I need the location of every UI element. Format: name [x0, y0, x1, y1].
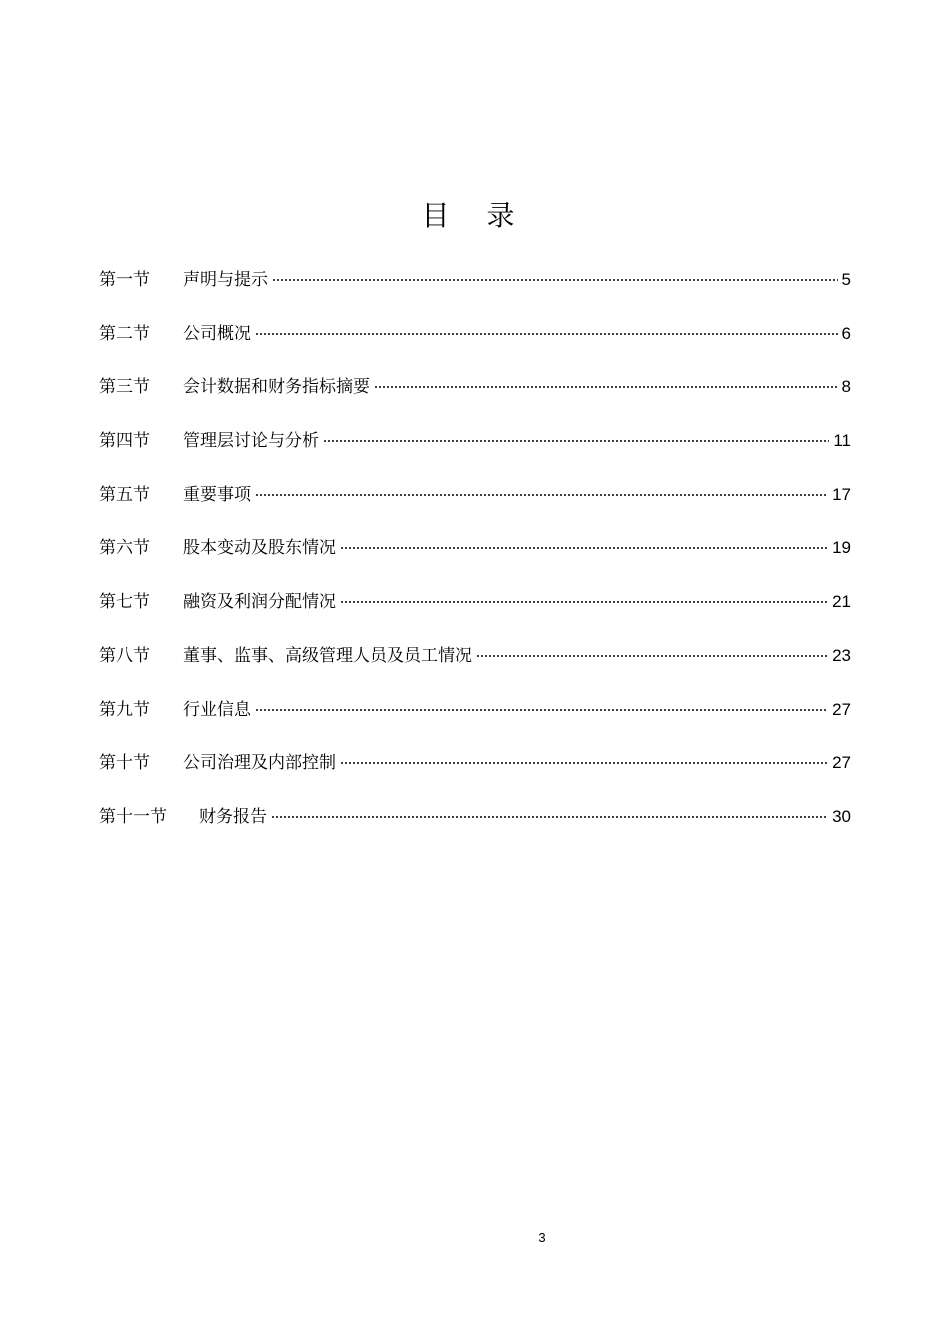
toc-section-title: 行业信息	[183, 699, 251, 720]
dot-leader	[374, 386, 838, 388]
toc-entry[interactable]	[99, 693, 851, 747]
toc-page-number: 21	[832, 592, 851, 612]
toc-entry[interactable]	[99, 746, 851, 800]
toc-entry[interactable]	[99, 317, 851, 371]
dot-leader	[340, 547, 828, 549]
toc-entry[interactable]	[99, 585, 851, 639]
toc-entry[interactable]	[99, 424, 851, 478]
toc-section-number: 第十一节	[99, 806, 167, 827]
dot-leader	[272, 279, 838, 281]
toc-title: 目 录	[421, 199, 529, 232]
toc-section-number: 第八节	[99, 645, 150, 666]
toc-section-title: 公司治理及内部控制	[183, 753, 336, 774]
toc-section-number: 第九节	[99, 699, 150, 720]
toc-section-title: 财务报告	[199, 806, 267, 827]
toc-section-title: 会计数据和财务指标摘要	[183, 377, 370, 398]
toc-entry[interactable]	[99, 478, 851, 532]
toc-section-number: 第五节	[99, 484, 150, 505]
toc-entry[interactable]	[99, 531, 851, 585]
toc-section-title: 股本变动及股东情况	[183, 538, 336, 559]
toc-page-number: 23	[832, 645, 851, 665]
toc-entry[interactable]	[99, 800, 851, 854]
toc-section-title: 声明与提示	[183, 270, 268, 290]
toc-section-title: 管理层讨论与分析	[183, 431, 319, 452]
dot-leader	[340, 762, 828, 764]
toc-section-number: 第四节	[99, 431, 150, 452]
page-number: 3	[538, 1230, 546, 1245]
toc-section-title: 融资及利润分配情况	[183, 592, 336, 613]
toc-section-title: 董事、监事、高级管理人员及员工情况	[183, 645, 472, 666]
toc-section-number: 第三节	[99, 377, 150, 398]
toc-entry[interactable]	[99, 639, 851, 693]
toc-page-number: 6	[841, 323, 851, 343]
toc-section-number: 第七节	[99, 592, 150, 613]
toc-section-number: 第六节	[99, 538, 150, 559]
toc-page-number: 17	[832, 484, 851, 504]
toc-section-number: 第一节	[99, 270, 150, 290]
toc-page-number: 11	[833, 431, 851, 451]
toc-page-number: 8	[841, 377, 851, 397]
dot-leader	[340, 601, 828, 603]
dot-leader	[255, 333, 838, 335]
toc-section-title: 重要事项	[183, 484, 251, 505]
toc-section-number: 第二节	[99, 323, 150, 344]
dot-leader	[323, 440, 829, 442]
toc-page-number: 30	[832, 806, 851, 826]
dot-leader	[255, 709, 828, 711]
dot-leader	[476, 655, 828, 657]
toc-page-number: 27	[832, 699, 851, 719]
table-of-contents	[99, 263, 851, 854]
toc-page-number: 19	[832, 538, 851, 558]
toc-section-number: 第十节	[99, 753, 150, 774]
dot-leader	[271, 816, 828, 818]
toc-entry[interactable]	[99, 370, 851, 424]
toc-page-number: 27	[832, 753, 851, 773]
toc-section-title: 公司概况	[183, 323, 251, 344]
toc-page-number: 5	[841, 270, 851, 289]
toc-entry[interactable]	[99, 263, 851, 317]
dot-leader	[255, 494, 828, 496]
